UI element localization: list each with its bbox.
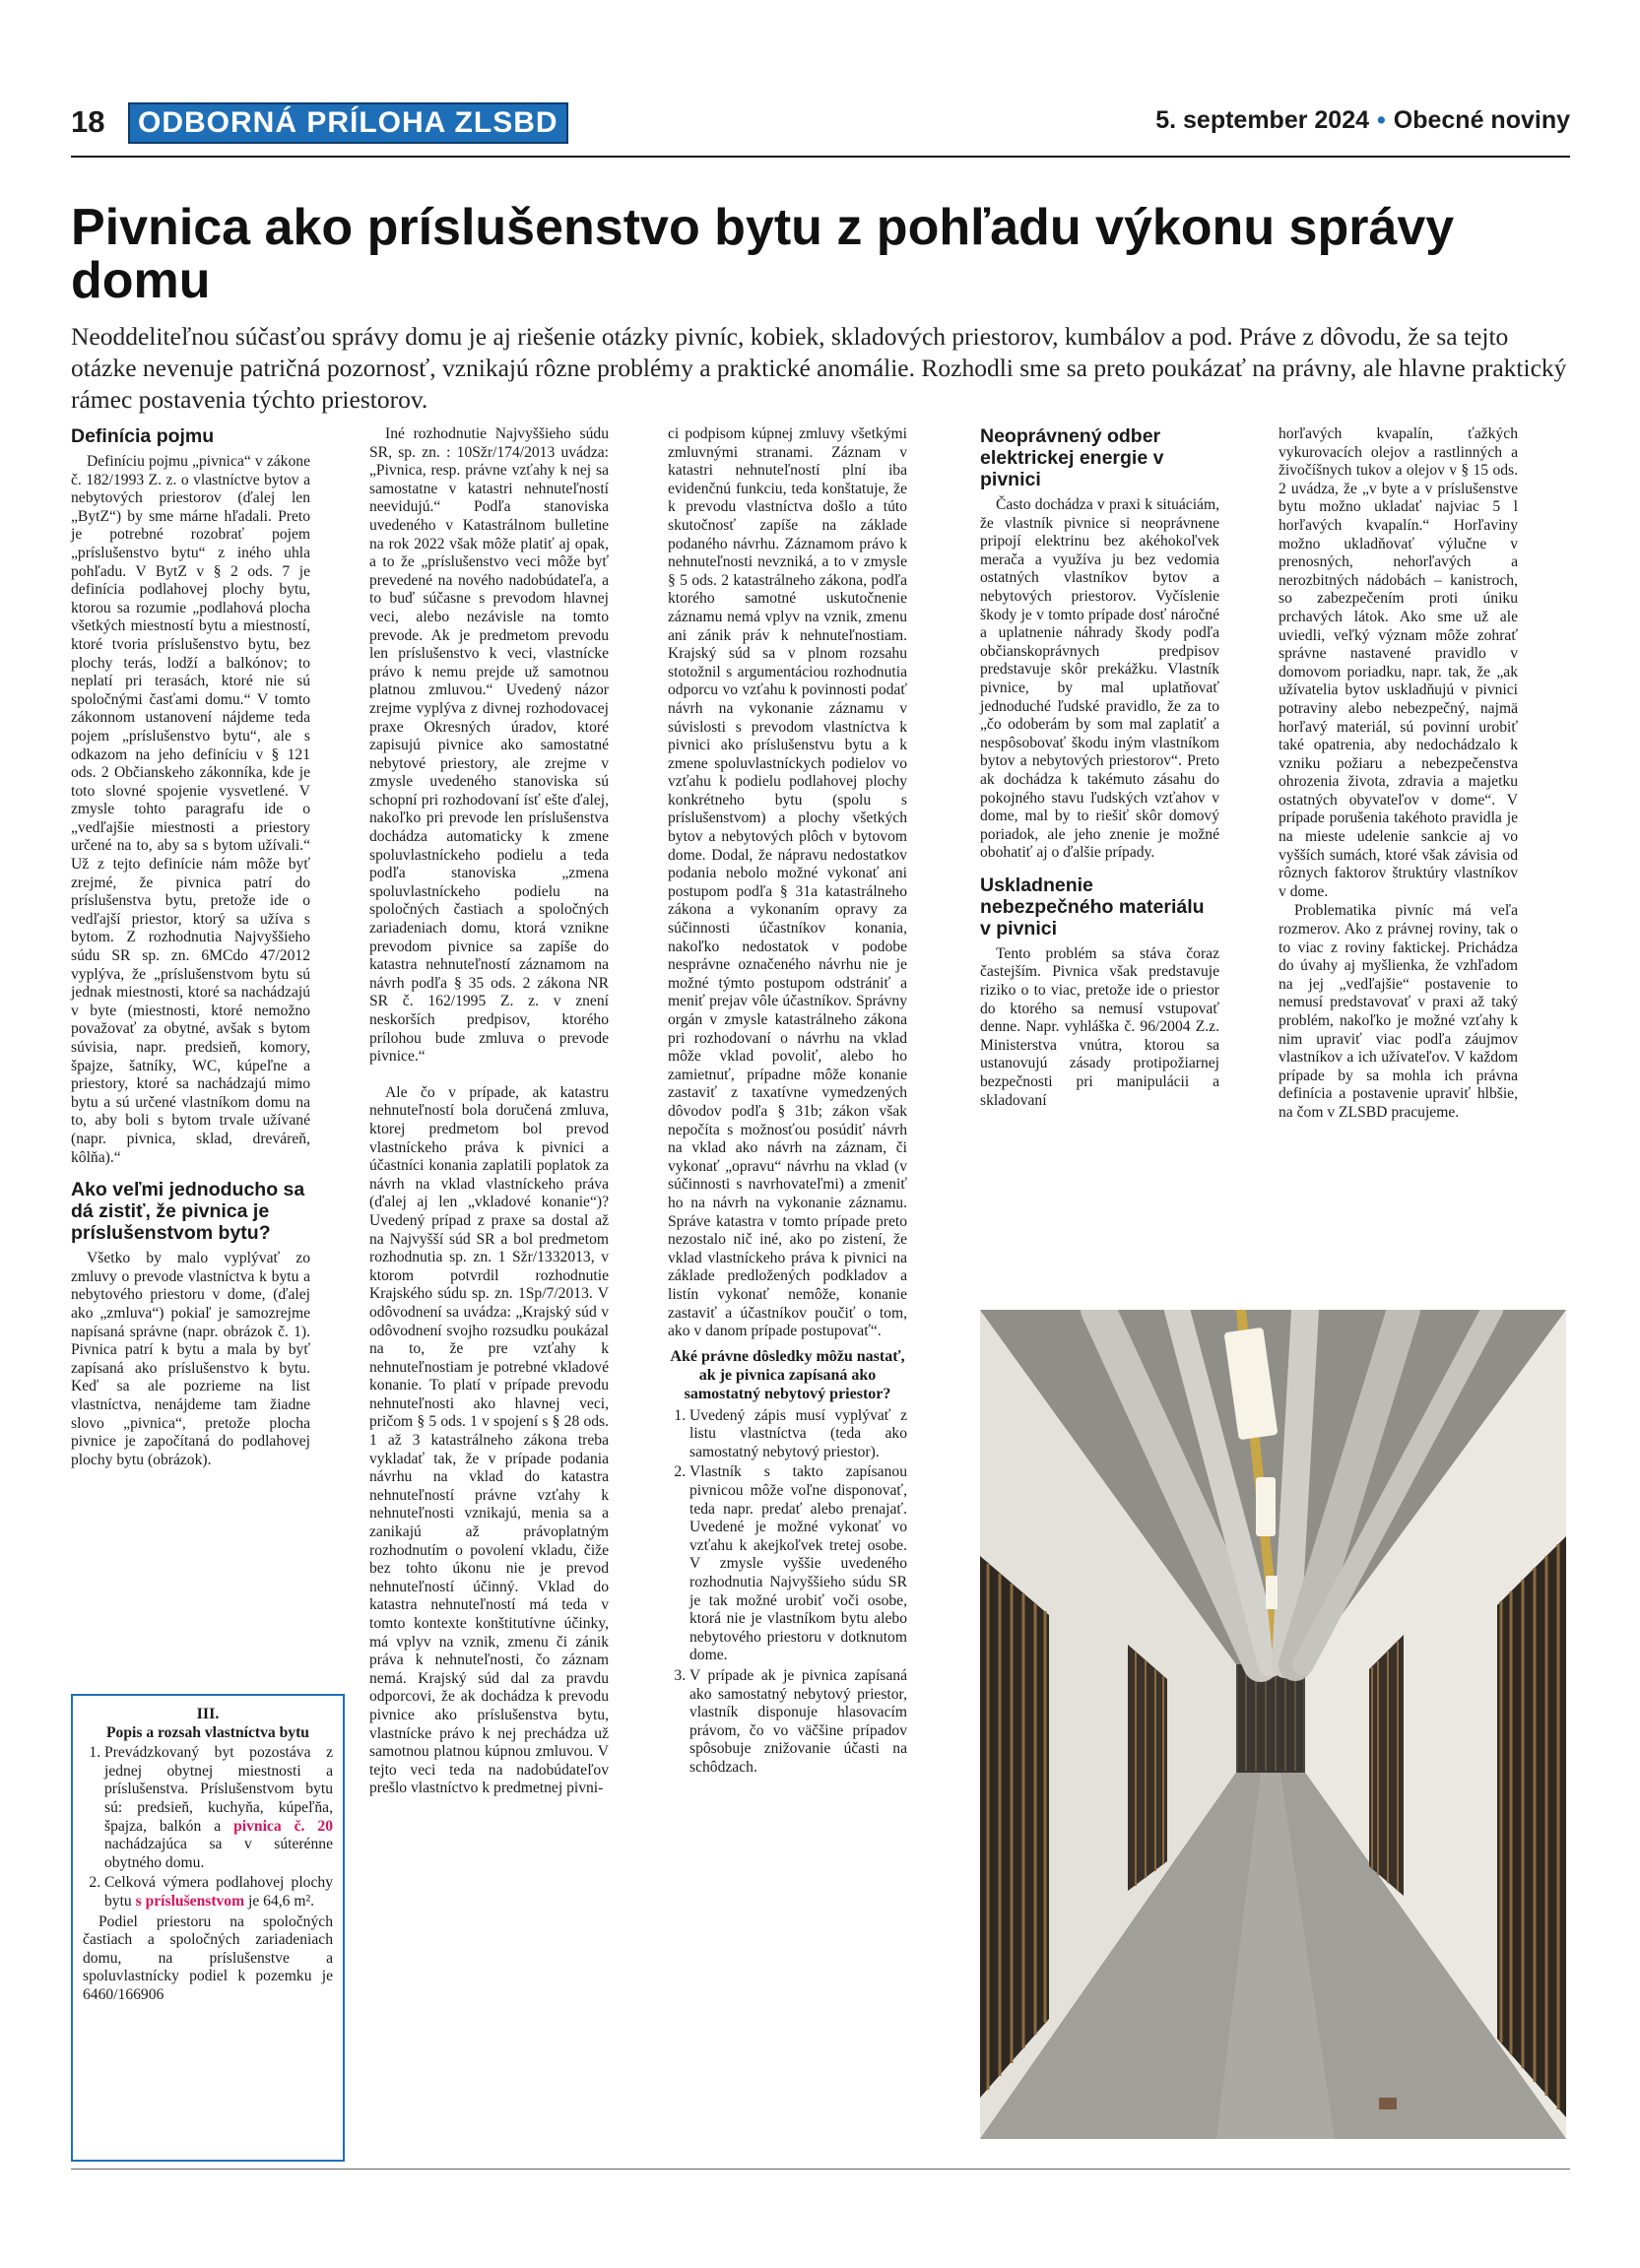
column-5 bbox=[1279, 425, 1518, 1123]
column-2 bbox=[369, 425, 609, 1798]
paragraph: ci podpisom kúpnej zmluvy všetkými zmluvnými stranami. Záznam v katastri nehnuteľností plní iba evidenčnú funkciu, teda konštatuje, že k prevodu vlastníctva došlo a túto skutočnosť zapíše na základe podaného návrhu. Záznamom právo k nehnuteľnosti nevzniká, a to v zmysle § 5 ods. 2 katastrálneho zákona, podľa ktorého samotné uskutočnenie záznamu nemá vplyv na vznik, zmenu ani zánik práv k nehnuteľnostiam. Krajský súd sa v plnom rozsahu stotožnil s argumentáciou rozhodnutia odporcu vo vzťahu k povinnosti podať návrh na vykonanie záznamu v súvislosti s prevodom vlastníctva k pivnici ako príslušenstvu bytu a k zmene spoluvlastníckych podielov vo vzťahu k podielu podlahovej plochy konkrétneho bytu (spolu s príslušenstvom) a plochy všetkých bytov a nebytových plôch v bytovom dome. Dodal, že nápravu nedostatkov podania nebolo možné vykonať ani postupom podľa § 31a katastrálneho zákona a vykonaním opravy za súčinnosti účastníkov konania, nakoľko nedostatok v podobe nesprávne označeného návrhu nie je možné týmto postupom odstrániť a meniť prejav vôle účastníkov. Správny orgán v zmysle katastrálneho zákona pri rozhodovaní o návrhu na vklad môže vklad povoliť, alebo ho zamietnuť, prípadne môže konanie zastaviť z taxatívne vymedzených dôvodov podľa § 31b; zákon však nepočíta s možnosťou posúdiť návrh na vklad ako návrh na záznam, či vykonať „opravu“ návrhu na vklad (v súčinnosti s navrhovateľmi) a zmeniť ho na návrh na vykonanie záznamu. Správe katastra v tomto prípade preto nezostalo nič iné, ako po zistení, že vklad vlastníckeho práva k pivnici na základe predložených podkladov a listín vykonať nemôže, konanie zastaviť a účastníkov poučiť o tom, ako v danom prípade postupovať“. bbox=[668, 425, 907, 1340]
box-list bbox=[83, 1744, 333, 1911]
issue-info bbox=[1155, 106, 1570, 135]
page-header bbox=[71, 102, 1570, 146]
paragraph: Často dochádza v praxi k situáciám, že vlastník pivnice si neoprávnene pripojí elektrinu bez akéhokoľvek merača a využíva ju bez vedomia ostatných vlastníkov bytov a nebytových priestorov. Vyčíslenie škody je v tomto prípade dosť náročné a uplatnenie náhrady škody podľa občianskoprávnych predpisov predstavuje skôr prekážku. Vlastník pivnice, by mal uplatňovať jednoduché ľudské pravidlo, že za to „čo odoberám by som mal zaplatiť a nespôsobovať škodu iným vlastníkom bytov a nebytových priestorov“. Preto ak dochádza k takémuto zásahu do pokojného stavu ľudských vzťahov v dome, mal by to riešiť skôr domový poriadok, ale jeho znenie je možné obohatiť aj o ďalšie prípady. bbox=[980, 496, 1219, 862]
separator-dot-icon: • bbox=[1377, 106, 1386, 134]
text: Prevádzkovaný byt pozostáva z jednej obytnej miestnosti a príslušenstva. Príslušenstvom bytu sú: predsieň, kuchyňa, kúpeľňa, špajza, balkón a bbox=[104, 1744, 333, 1835]
paragraph: Problematika pivníc má veľa rozmerov. Ako z právnej roviny, tak o to viac z roviny faktickej. Prichádza do úvahy aj myšlienka, že vzhľadom na jej „vedľajšie“ postavenie to nemusí predstavovať v praxi až taký problém, nakoľko je možné vzťahy k nim upraviť viac podľa záujmov vlastníkov a ich užívateľov. V každom prípade by sa mohla ich právna definícia a postavenie upraviť hlbšie, na čom v ZLSBD pracujeme. bbox=[1279, 902, 1518, 1121]
paragraph: Iné rozhodnutie Najvyššieho súdu SR, sp. zn. : 10Sžr/174/2013 uvádza: „Pivnica, resp. právne vzťahy k nej sa samostatne v katastri nehnuteľností neevidujú.“ Podľa stanoviska uvedeného v Katastrálnom bulletine na rok 2022 však môže platiť aj opak, a to že „príslušenstvo veci môže byť prevedené na nového nadobúdateľa, a to buď súčasne s prevodom hlavnej veci, alebo nezávisle na tomto prevode. Ak je predmetom prevodu len príslušenstvo k veci, vlastnícke právo k nemu prejde už samotnou platnou zmluvou.“ Uvedený názor zrejme vyplýva z divnej rozhodovacej praxe Okresných úradov, ktoré zapisujú pivnice ako samostatné nebytové priestory, ale zrejme v zmysle uvedeného stanoviska sú schopní pri rozhodovaní ísť ešte ďalej, nakoľko pri prevode len príslušenstva dochádza automaticky k zmene spoluvlastníckeho podielu a teda podľa stanoviska „zmena spoluvlastníckeho podielu na spoločných častiach a spoločných zariadeniach domu, ktorá vznikne prevodom pivnice sa zapíše do katastra nehnuteľností záznamom na návrh podľa § 35 ods. 2 zákona NR SR č. 162/1995 Z. z. v znení neskorších predpisov, ktorého prílohou bude zmluva o prevode pivnice.“ bbox=[369, 425, 609, 1066]
subheading-dosledky: Aké právne dôsledky môžu nastať, ak je pivnica zapísaná ako samostatný nebytový priestor? bbox=[670, 1347, 905, 1402]
page-number: 18 bbox=[71, 104, 105, 139]
paragraph: Ale čo v prípade, ak katastru nehnuteľností bola doručená zmluva, ktorej predmetom bol prevod vlastníckeho práva k pivnici a účastníci konania zaplatili poplatok za návrh na vklad vlastníckeho práva (ďalej aj len „vkladové konanie“)? Uvedený prípad z praxe sa dostal až na Najvyšší súd SR a bol predmetom rozhodnutia sp. zn. 1 Sžr/1332013, v ktorom potvrdil rozhodnutie Krajského súdu sp. zn. 1Sp/7/2013. V odôvodnení sa uvádza: „Krajský súd v odôvodnení svojho rozsudku poukázal na to, že pre vzťahy k nehnuteľnostiam je potrebné vkladové konanie. To platí v prípade prevodu nehnuteľnosti ako hlavnej veci, pričom § 5 ods. 1 v spojení s § 28 ods. 1 až 3 katastrálneho zákona treba vykladať tak, že v prípade podania návrhu na vklad do katastra nehnuteľností právne vzťahy k nehnuteľnosti vznikajú, menia sa a zanikajú až právoplatným rozhodnutím o povolení vkladu, čiže bez tohto úkonu nie je prevod nehnuteľností účinný. Vklad do katastra nehnuteľností má teda v tomto kontexte konštitutívne účinky, má vplyv na vznik, zmenu či zánik práva k nehnuteľnosti, čo záznam nemá. Krajský súd dal za pravdu odporcovi, že ak dochádza k prevodu pivnice ako príslušenstva bytu, vlastnícke právo k nej prechádza už samotnou platnou kúpnou zmluvou. V tejto veci teda na nadobúdateľov prešlo vlastníctvo k predmetnej pivni- bbox=[369, 1083, 609, 1797]
list-item: 2. Vlastník s takto zapísanou pivnicou môže voľne disponovať, teda napr. predať alebo prenajať. Uvedené je možné vykonať vo vzťahu k akejkoľvek tretej osobe. V zmysle vyššie uvedeného rozhodnutia Najvyššieho súdu SR je tak možné urobiť voči osobe, ktorá nie je vlastníkom bytu alebo nebytového priestoru v dotknutom dome. bbox=[689, 1463, 907, 1665]
list-item: 1. Uvedený zápis musí vyplývať z listu vlastníctva (teda ako samostatný nebytový priestor). bbox=[689, 1407, 907, 1462]
section-label: ODBORNÁ PRÍLOHA ZLSBD bbox=[128, 102, 568, 144]
spacer bbox=[369, 1067, 609, 1084]
column-4 bbox=[980, 425, 1219, 1110]
text: nachádzajúca sa v súterénne obytného domu. bbox=[104, 1836, 333, 1871]
paragraph: horľavých kvapalín, ťažkých vykurovacích olejov a rastlinných a živočíšnych tukov a olejov v § 15 ods. 2 uvádza, že „v byte a v príslušenstve bytu možno ukladať najviac 5 l horľavých kvapalín.“ Horľaviny možno ukladňovať výlučne v prenosných, nehorľavých a nerozbitných nádobách – kanistroch, so zabezpečením proti úniku prchavých látok. Ako sme už ale uviedli, veľký význam môže zohrať správne nastavené pravidlo v domovom poriadku, napr. tak, že „ak užívatelia bytov uskladňujú v pivnici potraviny alebo nebezpečný, najmä horľavý materiál, sú povinní urobiť také opatrenia, aby nedochádzalo k vzniku požiaru a nebezpečenstva ohrozenia života, zdravia a majetku ostatných obyvateľov v dome“. V prípade porušenia takéhoto pravidla je na mieste udelenie sankcie aj vo vyšších sumách, ktoré však závisia od rôznych faktorov štruktúry vlastníkov v dome. bbox=[1279, 425, 1518, 900]
highlight: s príslušenstvom bbox=[135, 1892, 245, 1910]
box-number: III. bbox=[196, 1706, 220, 1722]
list-item: 3. V prípade ak je pivnica zapísaná ako samostatný nebytový priestor, vlastník disponuje hlasovacím právom, čo vo väčšine prípadov spôsobuje znižovanie účasti na schôdzach. bbox=[689, 1667, 907, 1778]
highlight: pivnica č. 20 bbox=[233, 1817, 333, 1835]
paragraph: Všetko by malo vyplývať zo zmluvy o prevode vlastníctva k bytu a nebytového priestoru v dome, (ďalej ako „zmluva“) pokiaľ je samozrejme napísaná správne (napr. obrázok č. 1). Pivnica patrí k bytu a mala by byť zapísaná ako príslušenstvo k bytu. Keď sa ale pozrieme na list vlastníctva, nenájdeme tam žiadne slovo „pivnica“, pretože plocha pivnice je započítaná do podlahovej plochy bytu (obrázok). bbox=[71, 1250, 310, 1468]
box-title: Popis a rozsah vlastníctva bytu bbox=[106, 1723, 309, 1741]
header-rule bbox=[71, 156, 1570, 158]
heading-ako-zistit: Ako veľmi jednoducho sa dá zistiť, že pivnica je príslušenstvom bytu? bbox=[71, 1179, 305, 1245]
heading-definicia-pojmu: Definícia pojmu bbox=[71, 425, 215, 447]
floor-object bbox=[1379, 2098, 1397, 2109]
text: Celková výmera podlahovej plochy bytu bbox=[104, 1874, 333, 1910]
box-paragraph: Podiel priestoru na spoločných častiach a spoločných zariadeniach domu, na príslušenstve a spoluvlastnícky podiel k pozemku je 6460/166906 bbox=[83, 1912, 333, 2003]
publication-name: Obecné noviny bbox=[1393, 106, 1570, 134]
column-3 bbox=[668, 425, 907, 1780]
heading-uskladnenie: Uskladnenie nebezpečného materiálu v pivnici bbox=[980, 874, 1205, 940]
contract-excerpt-box bbox=[71, 1694, 345, 2162]
article-lead: Neoddeliteľnou súčasťou správy domu je aj riešenie otázky pivníc, kobiek, skladových priestorov, kumbálov a pod. Práve z dôvodu, že sa tejto otázke nevenuje patričná pozornosť, vznikajú rôzne problémy a praktické anomálie. Rozhodli sme sa preto poukázať na právny, ale hlavne praktický rámec postavenia týchto priestorov. bbox=[71, 322, 1567, 414]
consequences-list bbox=[668, 1407, 907, 1778]
cellar-corridor-photo bbox=[980, 1310, 1566, 2139]
heading-elektrina: Neoprávnený odber elektrickej energie v pivnici bbox=[980, 425, 1164, 490]
corridor-illustration bbox=[980, 1310, 1566, 2139]
paragraph: Tento problém sa stáva čoraz častejším. Pivnica však predstavuje riziko o to viac, pretože ide o priestor do ktorého sa nemusí vstupovať denne. Napr. vyhláška č. 96/2004 Z.z. Ministerstva vnútra, ktorou sa ustanovujú zásady protipožiarnej bezpečnosti pri manipulácii a skladovaní bbox=[980, 944, 1219, 1109]
issue-date: 5. september 2024 bbox=[1155, 106, 1370, 134]
footer-rule bbox=[71, 2169, 1570, 2170]
paragraph: Definíciu pojmu „pivnica“ v zákone č. 182/1993 Z. z. o vlastníctve bytov a nebytových priestorov (ďalej len „BytZ“) by sme márne hľadali. Preto je potrebné rozobrať pojem „príslušenstvo bytu“ z iného uhla pohľadu. V BytZ v § 2 ods. 7 je definícia podlahovej plochy bytu, ktorou sa rozumie „podlahová plocha všetkých miestností bytu a miestností, ktoré tvoria príslušenstvo bytu, bez plochy terás, lodží a balkónov; to neplatí pri terasách, ktoré nie sú spoločnými časťami domu.“ V tomto zákonnom ustanovení nájdeme teda pojem „príslušenstvo bytu“, ale s odkazom na jeho definíciu v § 121 ods. 2 Občianskeho zákonníka, kde je toto slovné spojenie vysvetlené. V zmysle tohto paragrafu ide o „vedľajšie miestnosti a priestory určené na to, aby sa s bytom užívali.“ Už z tejto definície nám môže byť zrejmé, že pivnica patrí do príslušenstva bytu, pretože ide o vedľajší priestor, ktorý sa užíva s bytom. Z rozhodnutia Najvyššieho súdu SR sp. zn. 6MCdo 47/2012 vyplýva, že „príslušenstvom bytu sú jednak miestnosti, ktoré sa nachádzajú v byte (miestnosti, ktoré nemožno považovať za obytné, avšak s bytom súvisia, napr. predsieň, komory, špajze, šatníky, WC, kúpeľne a priestory, ktoré sa nachádzajú mimo bytu a sú určené vlastníkom domu na to, aby boli s bytom trvale užívané (napr. pivnica, sklad, dreváreň, kôlňa).“ bbox=[71, 453, 310, 1166]
list-item bbox=[104, 1874, 333, 1911]
list-item bbox=[104, 1744, 333, 1872]
article-title: Pivnica ako príslušenstvo bytu z pohľadu výkonu správy domu bbox=[71, 199, 1455, 309]
column-1 bbox=[71, 425, 310, 1469]
text: je 64,6 m². bbox=[244, 1892, 315, 1910]
